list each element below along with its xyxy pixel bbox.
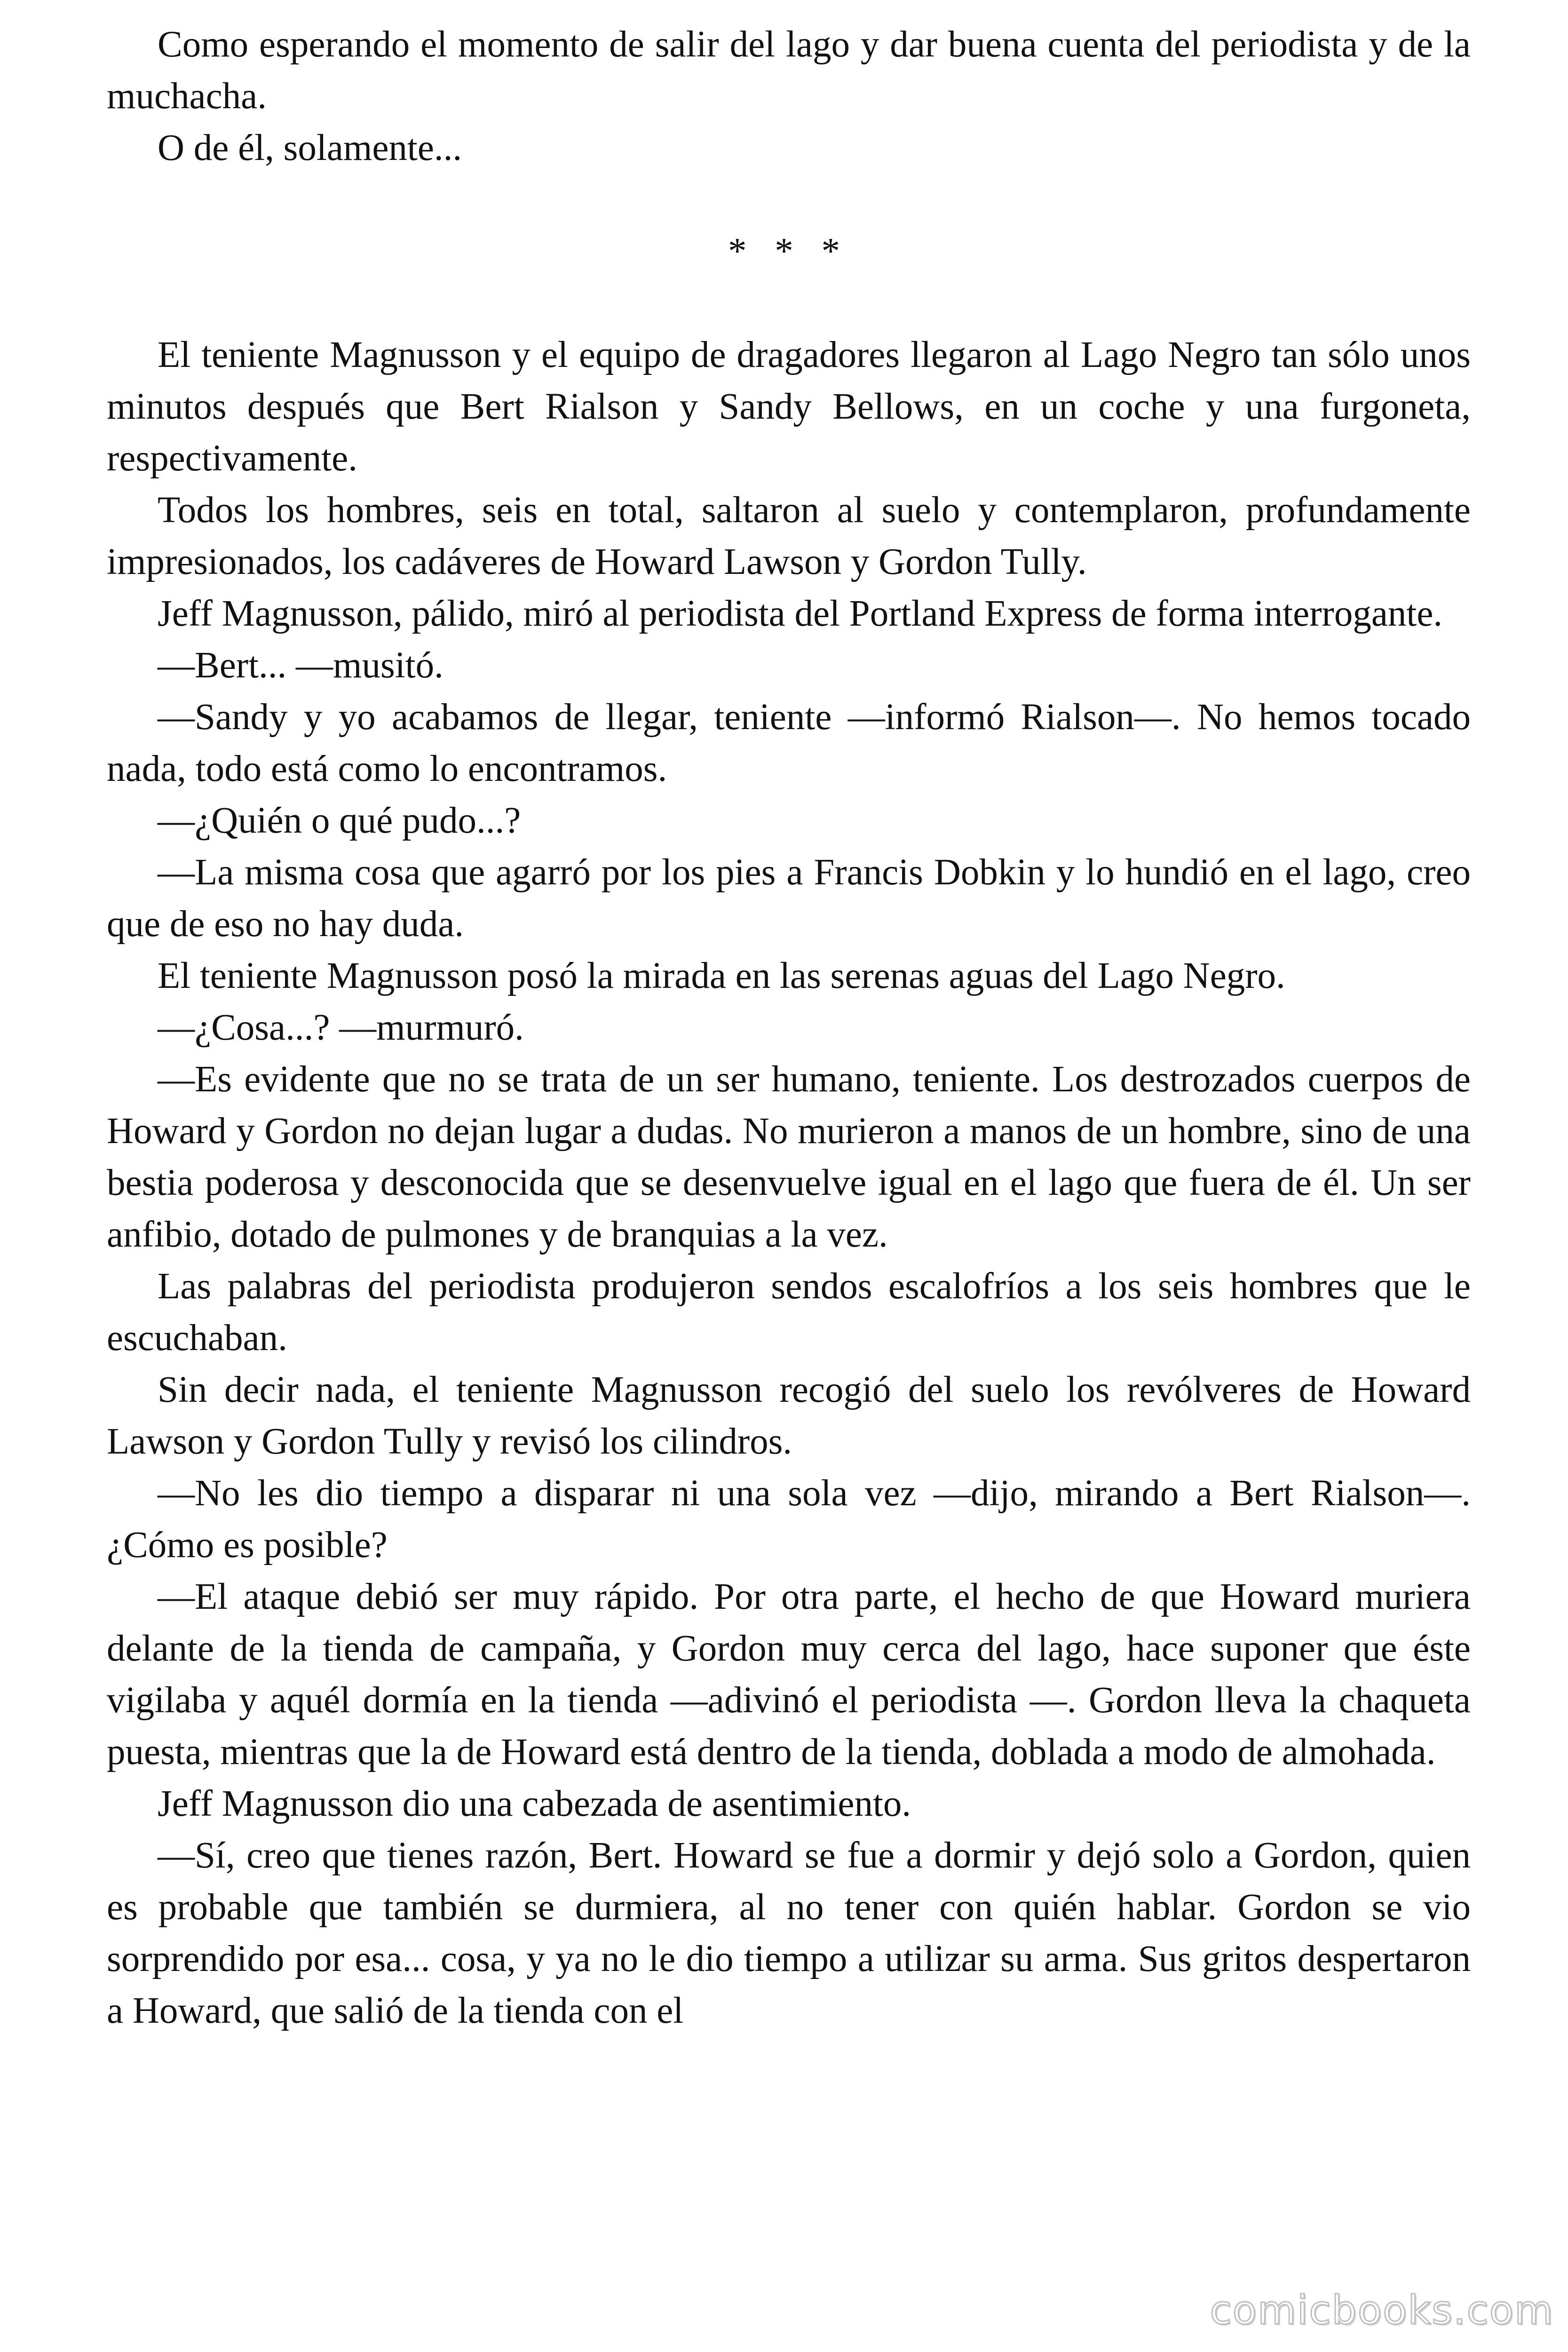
dialogue-line: —Sí, creo que tienes razón, Bert. Howard se fue a dormir y dejó solo a Gordon, quien es probable que también se durmiera, al no tener con quién hablar. Gordon se vio sorprendido por esa... cosa, y ya no le dio tiempo a utilizar su arma. Sus gritos despertaron a Howard, que salió de la tienda con el — [107, 1835, 1471, 2031]
dialogue-line: —El ataque debió ser muy rápido. Por otra parte, el hecho de que Howard muriera delante de la tienda de campaña, y Gordon muy cerca del lago, hace suponer que éste vigilaba y aquél dormía en la tienda —adivinó el periodista —. Gordon lleva la chaqueta puesta, mientras que la de Howard está dentro de la tienda, doblada a modo de almohada. — [107, 1576, 1471, 1772]
paragraph: Las palabras del periodista produjeron sendos escalofríos a los seis hombres que le escuchaban. — [107, 1266, 1471, 1359]
dialogue-line: —¿Quién o qué pudo...? — [158, 800, 521, 841]
watermark: comicbooks.com — [1210, 2287, 1554, 2333]
paragraph: Todos los hombres, seis en total, saltaron al suelo y contemplaron, profundamente impresionados, los cadáveres de Howard Lawson y Gordon Tully. — [107, 490, 1471, 582]
dialogue-line: —Es evidente que no se trata de un ser humano, teniente. Los destrozados cuerpos de Howard y Gordon no dejan lugar a dudas. No murieron a manos de un hombre, sino de una bestia poderosa y desconocida que se desenvuelve igual en el lago que fuera de él. Un ser anfibio, dotado de pulmones y de branquias a la vez. — [107, 1059, 1471, 1255]
paragraph: Como esperando el momento de salir del lago y dar buena cuenta del periodista y de la muchacha. — [107, 24, 1471, 117]
document-page — [107, 19, 1471, 2037]
dialogue-line: —Bert... —musitó. — [158, 645, 443, 686]
dialogue-line: —La misma cosa que agarró por los pies a Francis Dobkin y lo hundió en el lago, creo que de eso no hay duda. — [107, 852, 1471, 945]
dialogue-line: —Sandy y yo acabamos de llegar, teniente —informó Rialson—. No hemos tocado nada, todo está como lo encontramos. — [107, 697, 1471, 789]
dialogue-line: —No les dio tiempo a disparar ni una sola vez —dijo, mirando a Bert Rialson—. ¿Cómo es posible? — [107, 1473, 1471, 1565]
paragraph: Jeff Magnusson, pálido, miró al periodista del Portland Express de forma interrogante. — [158, 593, 1443, 634]
paragraph: Jeff Magnusson dio una cabezada de asentimiento. — [158, 1783, 911, 1824]
paragraph: El teniente Magnusson y el equipo de dragadores llegaron al Lago Negro tan sólo unos minutos después que Bert Rialson y Sandy Bellows, en un coche y una furgoneta, respectivamente. — [107, 334, 1471, 479]
section-separator: * * * — [728, 231, 849, 272]
paragraph: El teniente Magnusson posó la mirada en las serenas aguas del Lago Negro. — [158, 955, 1285, 996]
paragraph: Sin decir nada, el teniente Magnusson recogió del suelo los revólveres de Howard Lawson y Gordon Tully y revisó los cilindros. — [107, 1369, 1471, 1462]
paragraph: O de él, solamente... — [158, 127, 462, 168]
dialogue-line: —¿Cosa...? —murmuró. — [158, 1007, 524, 1048]
